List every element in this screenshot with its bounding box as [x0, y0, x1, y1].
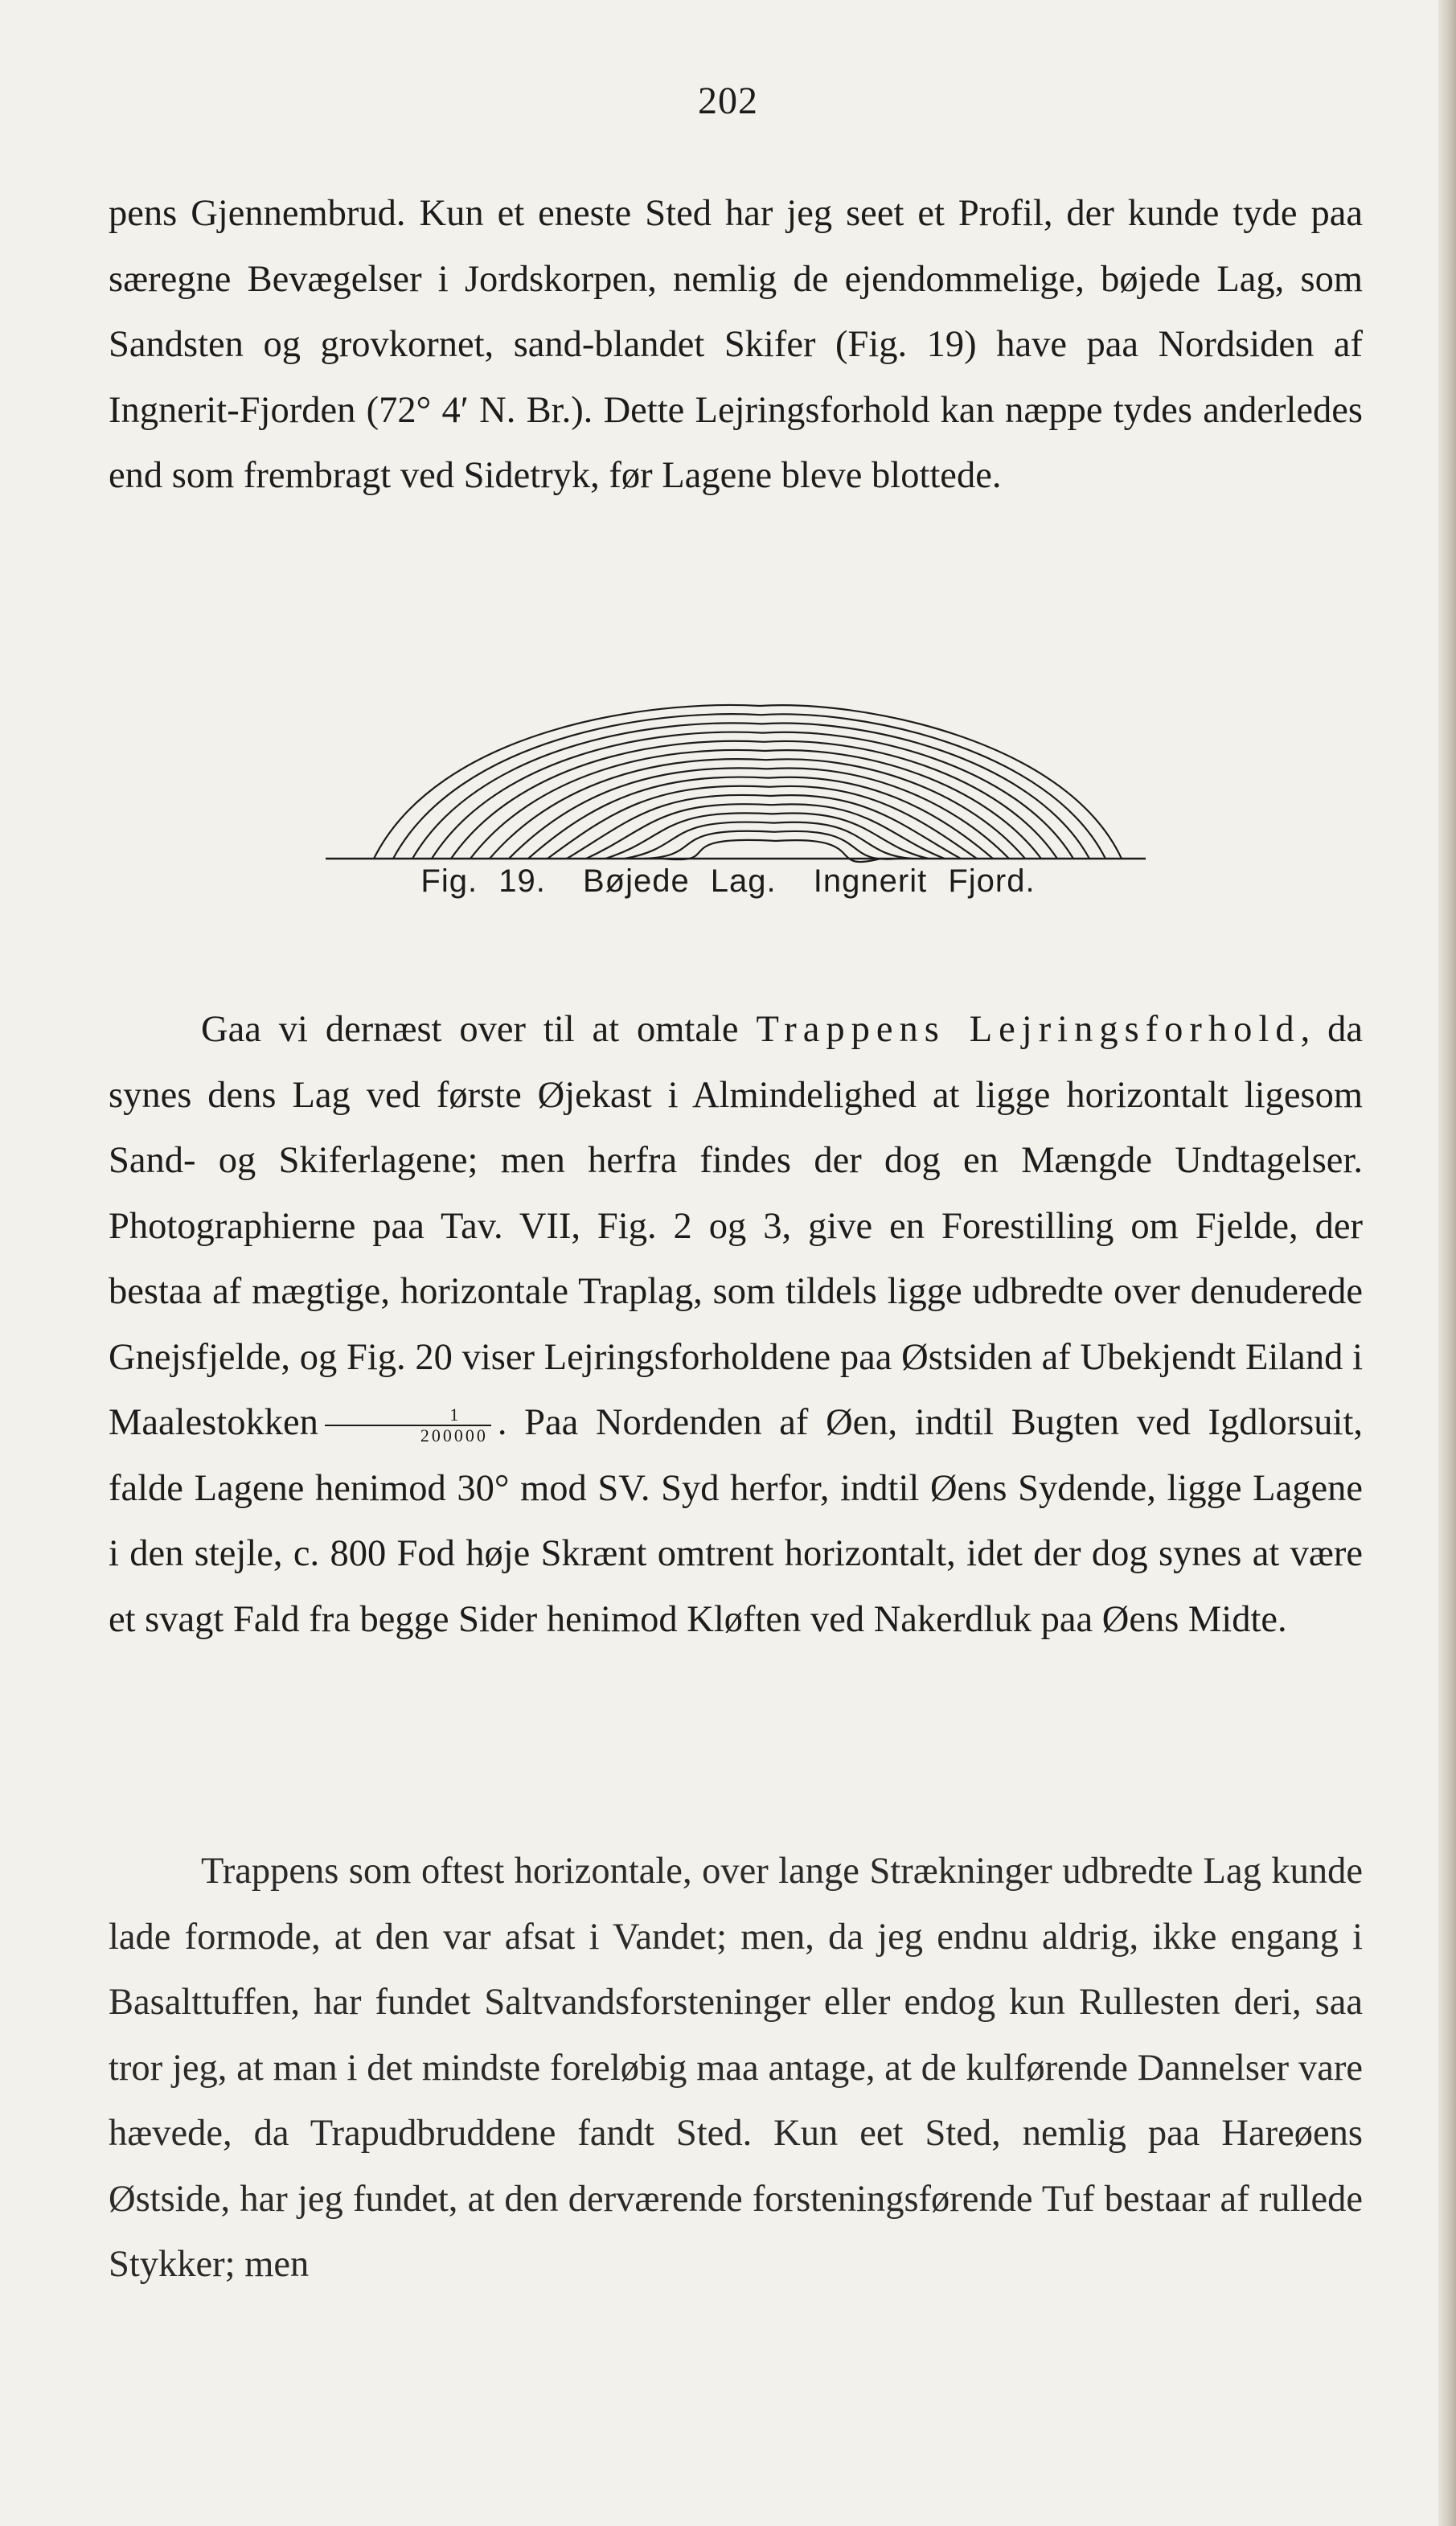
page-number: 202 [698, 80, 758, 122]
bent-strata-figure [326, 683, 1146, 868]
paragraph-2-body: , da synes dens Lag ved første Øjekast i Almindelighed at ligge horizontalt ligesom Sand- og Skiferlagene; men herfra findes der dog en Mængde Undtagelser. Photographierne paa Tav. VII, Fig. 2 og 3, give en Forestilling om Fjelde, der bestaa af mægtige, horizontale Traplag, som tildels ligge udbredte over denuderede Gnejsfjelde, og Fig. 20 viser Lejringsforholdene paa Østsiden af Ubekjendt Eiland i Maalestokken [109, 1009, 1364, 1443]
paragraph-2-end: . Paa Nordenden af Øen, indtil Bugten ved Igdlorsuit, falde Lagene henimod 30° mod SV. Syd herfor, indtil Øens Sydende, ligge Lagene i den stejle, c. 800 Fod høje Skrænt omtrent horizontalt, idet der dog synes at være et svagt Fald fra begge Sider henimod Kløften ved Nakerdluk paa Øens Midte. [109, 1402, 1363, 1640]
paragraph-1 [109, 181, 1363, 509]
scale-fraction [325, 1405, 491, 1445]
stratum-line [528, 777, 993, 859]
spaced-term: Trappens Lejringsforhold [756, 1009, 1301, 1050]
paragraph-1-text: pens Gjennembrud. Kun et eneste Sted har jeg seet et Profil, der kunde tyde paa særegne Bevægelser i Jordskorpen, nemlig de ejendommelige, bøjede Lag, som Sandsten og grovkornet, sand-blandet Skifer (Fig. 19) have paa Nordsiden af Ingnerit-Fjorden (72° 4′ N. Br.). Dette Lejringsforhold kan næppe tydes anderledes end som frembragt ved Sidetryk, før Lagene bleve blottede. [109, 193, 1363, 496]
fraction-numerator: 1 [325, 1405, 491, 1426]
paragraph-2-text [109, 997, 1363, 1652]
paragraph-2 [109, 997, 1363, 1652]
caption-place: Ingnerit Fjord. [813, 863, 1036, 899]
paragraph-2-intro: Gaa vi dernæst over til at omtale [201, 1009, 757, 1050]
fraction-denominator: 200000 [420, 1425, 488, 1446]
stratum-line [605, 813, 929, 859]
caption-title: Bøjede Lag. [582, 863, 777, 899]
paragraph-3-text: Trappens som oftest horizontale, over lange Strækninger udbredte Lag kunde lade formode, at den var afsat i Vandet; men, da jeg endnu aldrig, ikke engang i Basalttuffen, har fundet Saltvandsforsteninger eller endog kun Rullesten deri, saa tror jeg, at man i det mindste foreløbig maa antage, at de kulførende Dannelser vare hævede, da Trapudbruddene fandt Sted. Kun eet Sted, nemlig paa Hareøens Østside, har jeg fundet, at den derværende forsteningsførende Tuf bestaar af rullede Stykker; men [109, 1851, 1363, 2285]
page-edge [1438, 0, 1456, 2526]
caption-figure-number: Fig. 19. [420, 863, 546, 899]
paragraph-3 [109, 1839, 1363, 2298]
figure-caption [0, 863, 1456, 900]
stratum-line [644, 831, 896, 859]
